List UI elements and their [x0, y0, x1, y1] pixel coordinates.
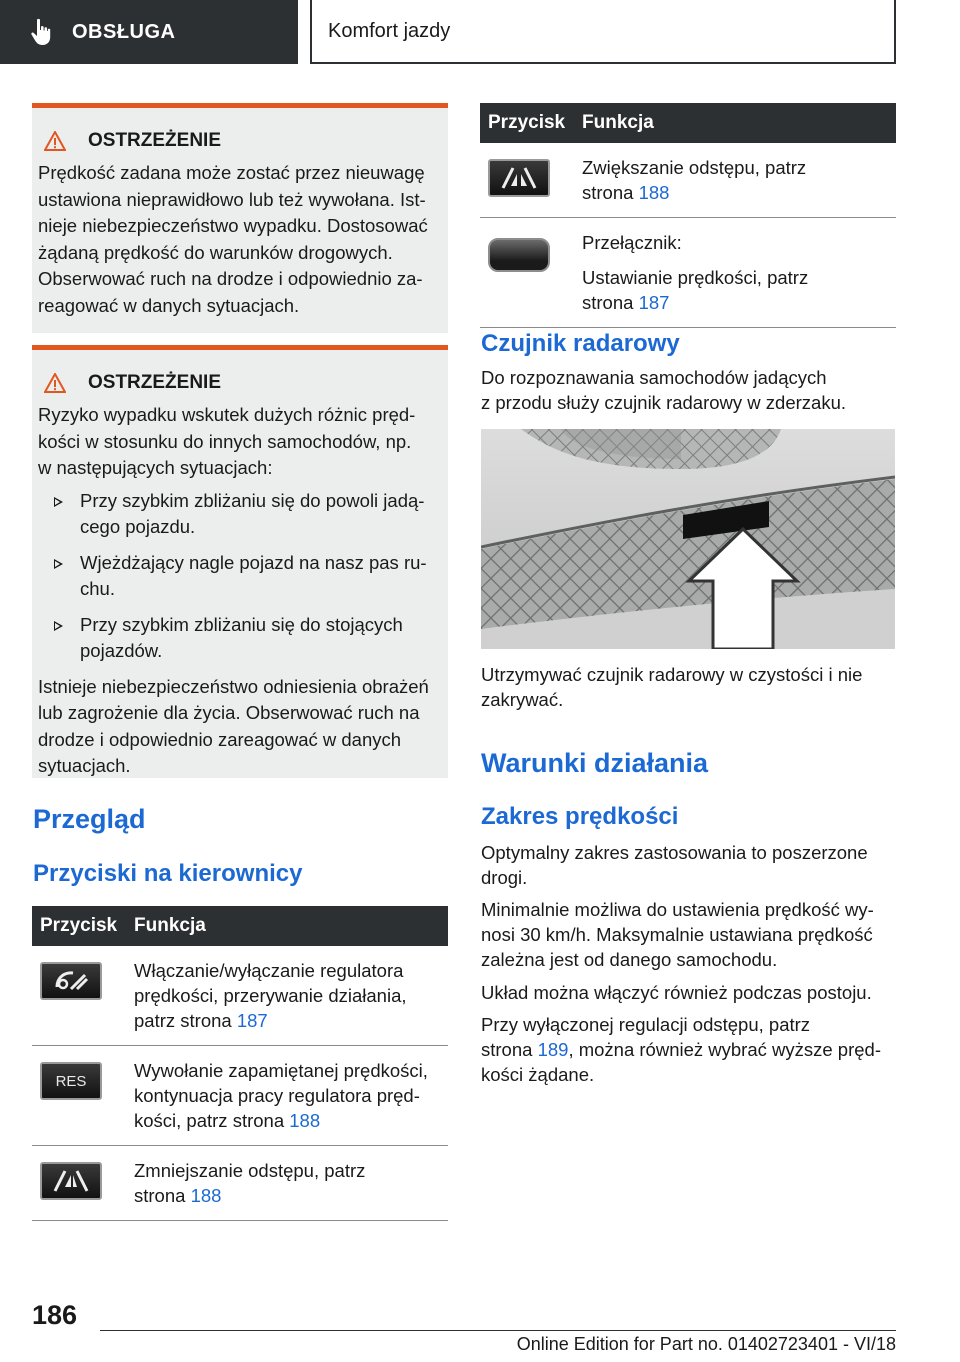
function-text: Włączanie/wyłączanie regulatora prędkości, przerywanie działania, patrz strona 187 [134, 960, 407, 1031]
paragraph: Optymalny zakres zastosowania to poszerzone drogi. [481, 842, 868, 888]
warning-triangle-icon [44, 373, 66, 393]
res-button-icon: RES [40, 1062, 102, 1100]
page-link[interactable]: 189 [537, 1039, 569, 1060]
chapter-title: Komfort jazdy [328, 19, 451, 42]
conditions-heading: Warunki działania [481, 748, 709, 778]
rocker-switch-icon [488, 238, 550, 272]
warning-intro: Ryzyko wypadku wskutek dużych różnic pręd‐ kości w stosunku do innych samochodów, np. w następujących sytuacjach: [38, 404, 416, 478]
paragraph: Przy wyłączonej regulacji odstępu, patrz strona 189, można również wybrać wyższe pręd‐ kości żądane. [481, 1014, 881, 1085]
overview-heading: Przegląd [33, 804, 146, 834]
column-header-function: Funkcja [582, 112, 654, 133]
radar-text: Do rozpoznawania samochodów jadących z przodu służy czujnik radarowy w zderzaku. [481, 367, 847, 413]
switch-description: Ustawianie prędkości, patrz strona 187 [582, 267, 809, 313]
table-header [480, 103, 896, 143]
table-row [32, 946, 448, 1046]
warning-title-text: OSTRZEŻENIE [88, 130, 222, 151]
distance-increase-icon [488, 159, 550, 197]
table-row [480, 218, 896, 328]
page-link[interactable]: 188 [190, 1185, 222, 1206]
radar-heading: Czujnik radarowy [481, 330, 680, 357]
cruise-control-onoff-icon [40, 962, 102, 1000]
page-link[interactable]: 187 [638, 292, 670, 313]
radar-care-text: Utrzymywać czujnik radarowy w czystości i nie zakrywać. [481, 664, 863, 710]
column-header-function: Funkcja [134, 915, 206, 936]
bullet-arrow-icon [54, 497, 63, 507]
list-item: Przy szybkim zbliżaniu się do powoli jadą‐ cego pojazdu. [38, 488, 440, 541]
edition-note: Online Edition for Part no. 01402723401 - VI/18 [516, 1334, 896, 1354]
warning-title [38, 130, 440, 152]
function-text: Zwiększanie odstępu, patrz strona 188 [582, 157, 807, 203]
warning-list [38, 488, 440, 665]
warning-box [32, 345, 448, 778]
function-text [582, 230, 896, 315]
column-header-button: Przycisk [488, 112, 566, 133]
warning-triangle-icon [44, 131, 66, 151]
page-link[interactable]: 188 [638, 182, 670, 203]
paragraph: Minimalnie możliwa do ustawienia prędkość wy‐ nosi 30 km/h. Maksymalnie ustawiana prędkość zależna jest od danego samochodu. [481, 899, 874, 970]
paragraph: Układ można włączyć również podczas postoju. [481, 982, 872, 1003]
function-text: Zmniejszanie odstępu, patrz strona 188 [134, 1160, 366, 1206]
steering-buttons-table [32, 906, 448, 1221]
warning-title-text: OSTRZEŻENIE [88, 372, 222, 393]
bullet-arrow-icon [54, 621, 63, 631]
speed-range-heading: Zakres prędkości [481, 803, 679, 830]
radar-sensor-photo [481, 429, 895, 649]
column-header-button: Przycisk [40, 915, 118, 936]
section-tab [0, 0, 298, 64]
table-header [32, 906, 448, 946]
hand-icon [30, 18, 54, 46]
table-row [480, 143, 896, 218]
footer-divider [100, 1330, 896, 1331]
list-item: Przy szybkim zbliżaniu się do stojących pojazdów. [38, 612, 440, 665]
chapter-tab [310, 0, 896, 64]
buttons-heading: Przyciski na kierownicy [33, 860, 303, 887]
warning-title [38, 372, 440, 394]
warning-outro: Istnieje niebezpieczeństwo odniesienia obrażeń lub zagrożenie dla życia. Obserwować ruch na drodze i odpowiednio zareagować w danych sytuacjach. [38, 675, 429, 776]
warning-box [32, 103, 448, 333]
list-item: Wjeżdżający nagle pojazd na nasz pas ru‐ chu. [38, 550, 440, 603]
page-link[interactable]: 187 [236, 1010, 268, 1031]
page-number: 186 [32, 1300, 78, 1330]
table-row [32, 1046, 448, 1146]
switch-label: Przełącznik: [582, 232, 682, 253]
warning-text: Prędkość zadana może zostać przez nieuwagę ustawiona nieprawidłowo lub też wywołana. Ist‐ nieje niebezpieczeństwo wypadku. Dostosować żądaną prędkość do warunków drogowych. Obserwować ruch na drodze i odpowiednio za‐ reagować w danych sytuacjach. [38, 162, 428, 316]
bumper-illustration [481, 429, 895, 649]
bullet-arrow-icon [54, 559, 63, 569]
page-link[interactable]: 188 [289, 1110, 321, 1131]
distance-decrease-icon [40, 1162, 102, 1200]
table-row [32, 1146, 448, 1221]
steering-buttons-table-continued [480, 103, 896, 328]
function-text: Wywołanie zapamiętanej prędkości, kontynuacja pracy regulatora pręd‐ kości, patrz strona 188 [134, 1060, 428, 1131]
section-title: OBSŁUGA [72, 20, 176, 43]
